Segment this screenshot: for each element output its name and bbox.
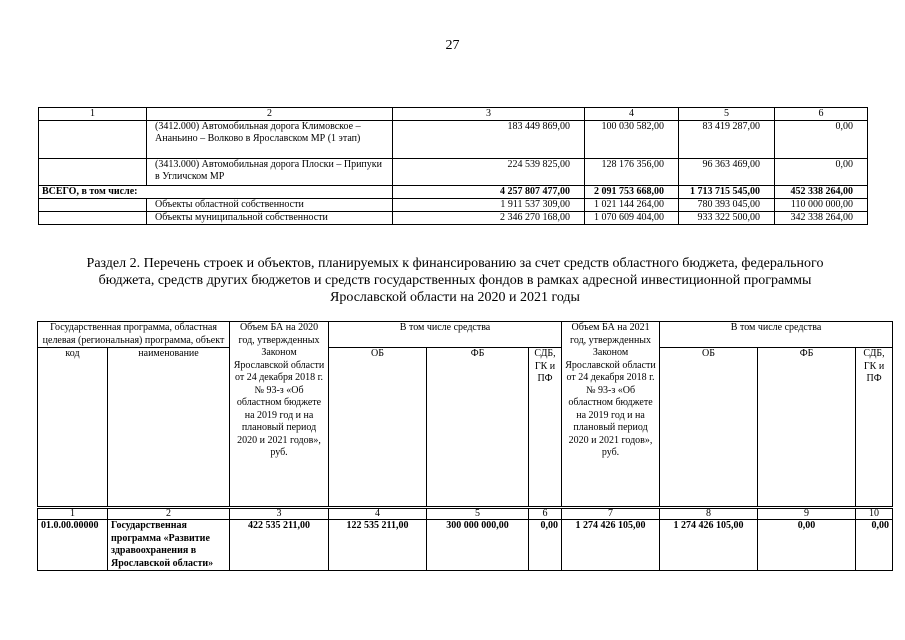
total-value: 452 338 264,00 [775, 186, 868, 199]
page-number: 27 [445, 38, 460, 53]
col-number: 1 [38, 508, 108, 520]
col-number: 5 [679, 108, 775, 121]
col-number: 4 [329, 508, 427, 520]
header-ba-2020: Объем БА на 2020 год, утвержденных Законом Ярославской области от 24 декабря 2018 г. № 93-з «Об областном бюджете на 2019 год и на плановый период 2020 и 2021 годов», руб. [230, 322, 329, 508]
header-ob: ОБ [329, 348, 427, 508]
cell-value: 96 363 469,00 [679, 159, 775, 186]
header-row [38, 322, 893, 348]
table-row [39, 159, 868, 186]
header-sdb: СДБ, ГК и ПФ [856, 348, 893, 508]
header-including: В том числе средства [329, 322, 562, 348]
cell-object-name: Объекты муниципальной собственности [147, 212, 393, 225]
header-fb: ФБ [427, 348, 529, 508]
header-ba-2021: Объем БА на 2021 год, утвержденных Законом Ярославской области от 24 декабря 2018 г. № 93-з «Об областном бюджете на 2019 год и на плановый период 2020 и 2021 годов», руб. [562, 322, 660, 508]
cell-value: 1 021 144 264,00 [585, 199, 679, 212]
cell-value: 122 535 211,00 [329, 520, 427, 571]
cell-value: 100 030 582,00 [585, 121, 679, 159]
cell-code [39, 121, 147, 159]
cell-value: 342 338 264,00 [775, 212, 868, 225]
total-value: 1 713 715 545,00 [679, 186, 775, 199]
cell-value: 0,00 [856, 520, 893, 571]
col-number: 10 [856, 508, 893, 520]
cell-value: 0,00 [758, 520, 856, 571]
col-number: 5 [427, 508, 529, 520]
cell-code [39, 199, 147, 212]
cell-value: 2 346 270 168,00 [393, 212, 585, 225]
cell-value: 1 911 537 309,00 [393, 199, 585, 212]
section-title: Раздел 2. Перечень строек и объектов, планируемых к финансированию за счет средств областного бюджета, федерального бюджета, средств других бюджетов и средств государственных фондов в рамках адресной инвестиционной программы Ярославской области на 2020 и 2021 годы [86, 256, 824, 305]
col-number: 6 [775, 108, 868, 121]
cell-value: 0,00 [775, 159, 868, 186]
total-label: ВСЕГО, в том числе: [39, 186, 393, 199]
col-number: 8 [660, 508, 758, 520]
header-sdb: СДБ, ГК и ПФ [529, 348, 562, 508]
cell-object-name: (3412.000) Автомобильная дорога Климовское – Ананьино – Волково в Ярославском МР (1 этап) [147, 121, 393, 159]
investment-program-table [37, 321, 893, 571]
cell-value: 110 000 000,00 [775, 199, 868, 212]
cell-value: 1 070 609 404,00 [585, 212, 679, 225]
col-number: 2 [147, 108, 393, 121]
column-numbers-row [38, 508, 893, 520]
cell-value: 183 449 869,00 [393, 121, 585, 159]
column-numbers-row [39, 108, 868, 121]
col-number: 9 [758, 508, 856, 520]
col-number: 3 [393, 108, 585, 121]
cell-object-name: Объекты областной собственности [147, 199, 393, 212]
subtotal-row [39, 199, 868, 212]
cell-value: 780 393 045,00 [679, 199, 775, 212]
header-including: В том числе средства [660, 322, 893, 348]
table-row [39, 121, 868, 159]
col-number: 6 [529, 508, 562, 520]
cell-value: 1 274 426 105,00 [660, 520, 758, 571]
cell-value: 933 322 500,00 [679, 212, 775, 225]
header-ob: ОБ [660, 348, 758, 508]
objects-table [38, 107, 868, 225]
cell-code [39, 212, 147, 225]
cell-value: 128 176 356,00 [585, 159, 679, 186]
col-number: 1 [39, 108, 147, 121]
col-number: 4 [585, 108, 679, 121]
cell-value: 300 000 000,00 [427, 520, 529, 571]
col-number: 7 [562, 508, 660, 520]
header-program: Государственная программа, областная целевая (региональная) программа, объект [38, 322, 230, 348]
total-value: 2 091 753 668,00 [585, 186, 679, 199]
total-value: 4 257 807 477,00 [393, 186, 585, 199]
cell-value: 1 274 426 105,00 [562, 520, 660, 571]
cell-code: 01.0.00.00000 [38, 520, 108, 571]
total-row [39, 186, 868, 199]
cell-value: 0,00 [529, 520, 562, 571]
cell-value: 224 539 825,00 [393, 159, 585, 186]
header-code: код [38, 348, 108, 508]
subtotal-row [39, 212, 868, 225]
cell-program-name: Государственная программа «Развитие здравоохранения в Ярославской области» [108, 520, 230, 571]
cell-value: 0,00 [775, 121, 868, 159]
header-fb: ФБ [758, 348, 856, 508]
col-number: 3 [230, 508, 329, 520]
header-name: наименование [108, 348, 230, 508]
cell-code [39, 159, 147, 186]
col-number: 2 [108, 508, 230, 520]
subheader-row [38, 348, 893, 508]
table-row [38, 520, 893, 571]
cell-object-name: (3413.000) Автомобильная дорога Плоски – Припуки в Угличском МР [147, 159, 393, 186]
cell-value: 83 419 287,00 [679, 121, 775, 159]
cell-value: 422 535 211,00 [230, 520, 329, 571]
